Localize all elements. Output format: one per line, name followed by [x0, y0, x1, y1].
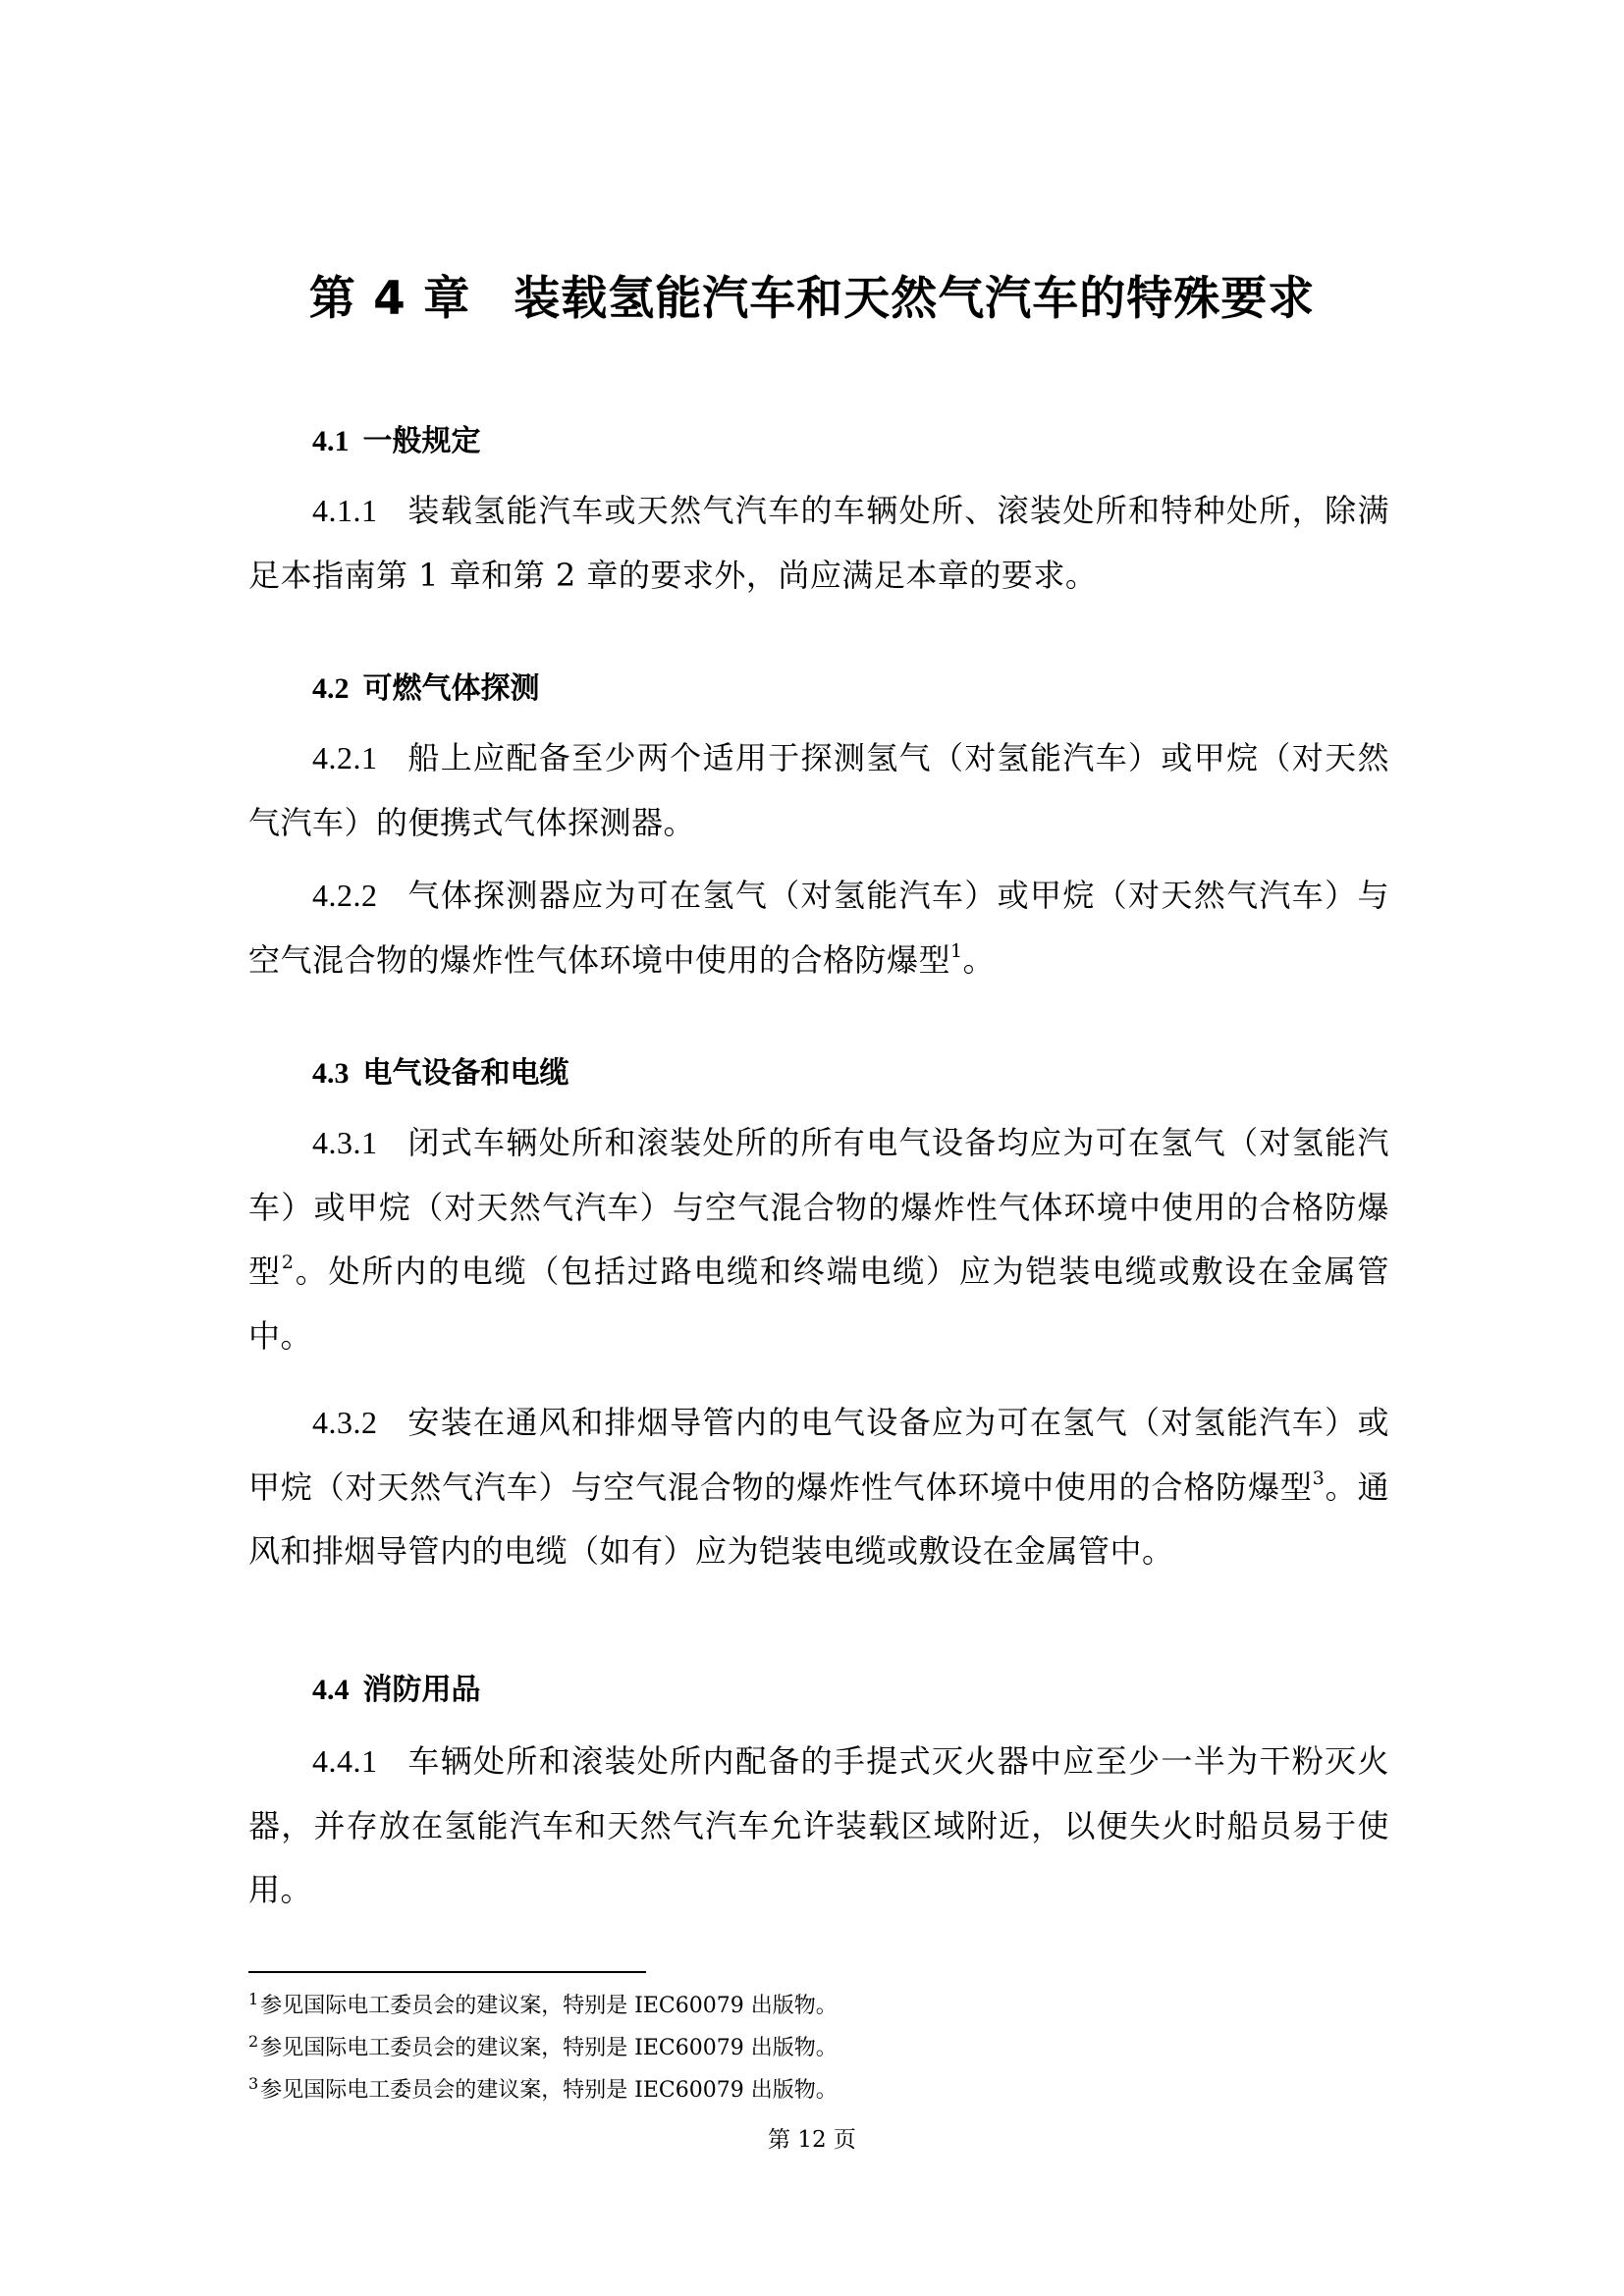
clause-number: 4.3.2	[312, 1405, 378, 1440]
clause-number: 4.3.1	[312, 1125, 378, 1160]
footnote-text: 参见国际电工委员会的建议案，特别是 IEC60079 出版物。	[260, 2036, 838, 2060]
clause-4-3-2	[248, 1391, 1389, 1584]
clause-text: 安装在通风和排烟导管内的电气设备应为可在氢气（对氢能汽车）或甲烷（对天然气汽车）与空气混合物的爆炸性气体环境中使用的合格防爆型	[248, 1404, 1389, 1506]
section-heading-4-1	[312, 422, 481, 461]
section-number: 4.1	[312, 425, 350, 457]
clause-number: 4.2.1	[312, 740, 378, 775]
section-number: 4.3	[312, 1057, 350, 1090]
clause-number: 4.2.2	[312, 878, 378, 913]
section-title: 消防用品	[362, 1673, 481, 1707]
clause-text-after: 。处所内的电缆（包括过路电缆和终端电缆）应为铠装电缆或敷设在金属管中。	[248, 1253, 1389, 1355]
clause-4-4-1	[248, 1730, 1389, 1923]
footnote-text: 参见国际电工委员会的建议案，特别是 IEC60079 出版物。	[260, 2078, 838, 2103]
section-number: 4.4	[312, 1674, 350, 1706]
page-number: 第 12 页	[768, 2127, 856, 2153]
clause-text-after: 。	[962, 940, 996, 979]
clause-4-2-1	[248, 726, 1389, 855]
chapter-title-text: 装载氢能汽车和天然气汽车的特殊要求	[514, 272, 1316, 326]
clause-text: 闭式车辆处所和滚装处所的所有电气设备均应为可在氢气（对氢能汽车）或甲烷（对天然气汽车）与空气混合物的爆炸性气体环境中使用的合格防爆型	[248, 1124, 1389, 1290]
clause-number: 4.4.1	[312, 1743, 378, 1779]
footnote-ref: 1	[950, 939, 963, 962]
clause-4-2-2	[248, 864, 1389, 992]
section-heading-4-4	[312, 1671, 481, 1710]
footnote-3	[248, 2076, 838, 2106]
footnote-mark: 1	[248, 1990, 259, 2008]
section-title: 电气设备和电缆	[362, 1056, 569, 1091]
clause-4-3-1	[248, 1111, 1389, 1368]
footnote-mark: 2	[248, 2032, 259, 2051]
clause-text: 车辆处所和滚装处所内配备的手提式灭火器中应至少一半为干粉灭火器，并存放在氢能汽车和天然气汽车允许装载区域附近，以便失火时船员易于使用。	[248, 1742, 1389, 1908]
clause-text: 船上应配备至少两个适用于探测氢气（对氢能汽车）或甲烷（对天然气汽车）的便携式气体探测器。	[248, 739, 1389, 841]
section-title: 可燃气体探测	[362, 671, 540, 706]
section-title: 一般规定	[362, 424, 481, 458]
chapter-title	[0, 270, 1624, 329]
clause-4-1-1	[248, 479, 1389, 608]
clause-number: 4.1.1	[312, 493, 378, 528]
chapter-number: 第 4 章	[308, 272, 471, 326]
footnote-text: 参见国际电工委员会的建议案，特别是 IEC60079 出版物。	[260, 1994, 838, 2018]
footnote-ref: 2	[281, 1252, 295, 1273]
section-heading-4-2	[312, 669, 540, 709]
footnote-separator	[248, 1971, 646, 1973]
section-heading-4-3	[312, 1054, 569, 1094]
footnote-ref: 3	[1312, 1467, 1326, 1489]
footnote-1	[248, 1992, 838, 2021]
section-number: 4.2	[312, 672, 350, 705]
clause-text-after: 。通风和排烟导管内的电缆（如有）应为铠装电缆或敷设在金属管中。	[248, 1468, 1389, 1570]
clause-text: 气体探测器应为可在氢气（对氢能汽车）或甲烷（对天然气汽车）与空气混合物的爆炸性气体环境中使用的合格防爆型	[248, 877, 1389, 979]
footnote-2	[248, 2034, 838, 2063]
clause-text: 装载氢能汽车或天然气汽车的车辆处所、滚装处所和特种处所，除满足本指南第 1 章和第 2 章的要求外，尚应满足本章的要求。	[248, 492, 1389, 594]
footnote-mark: 3	[248, 2074, 259, 2093]
